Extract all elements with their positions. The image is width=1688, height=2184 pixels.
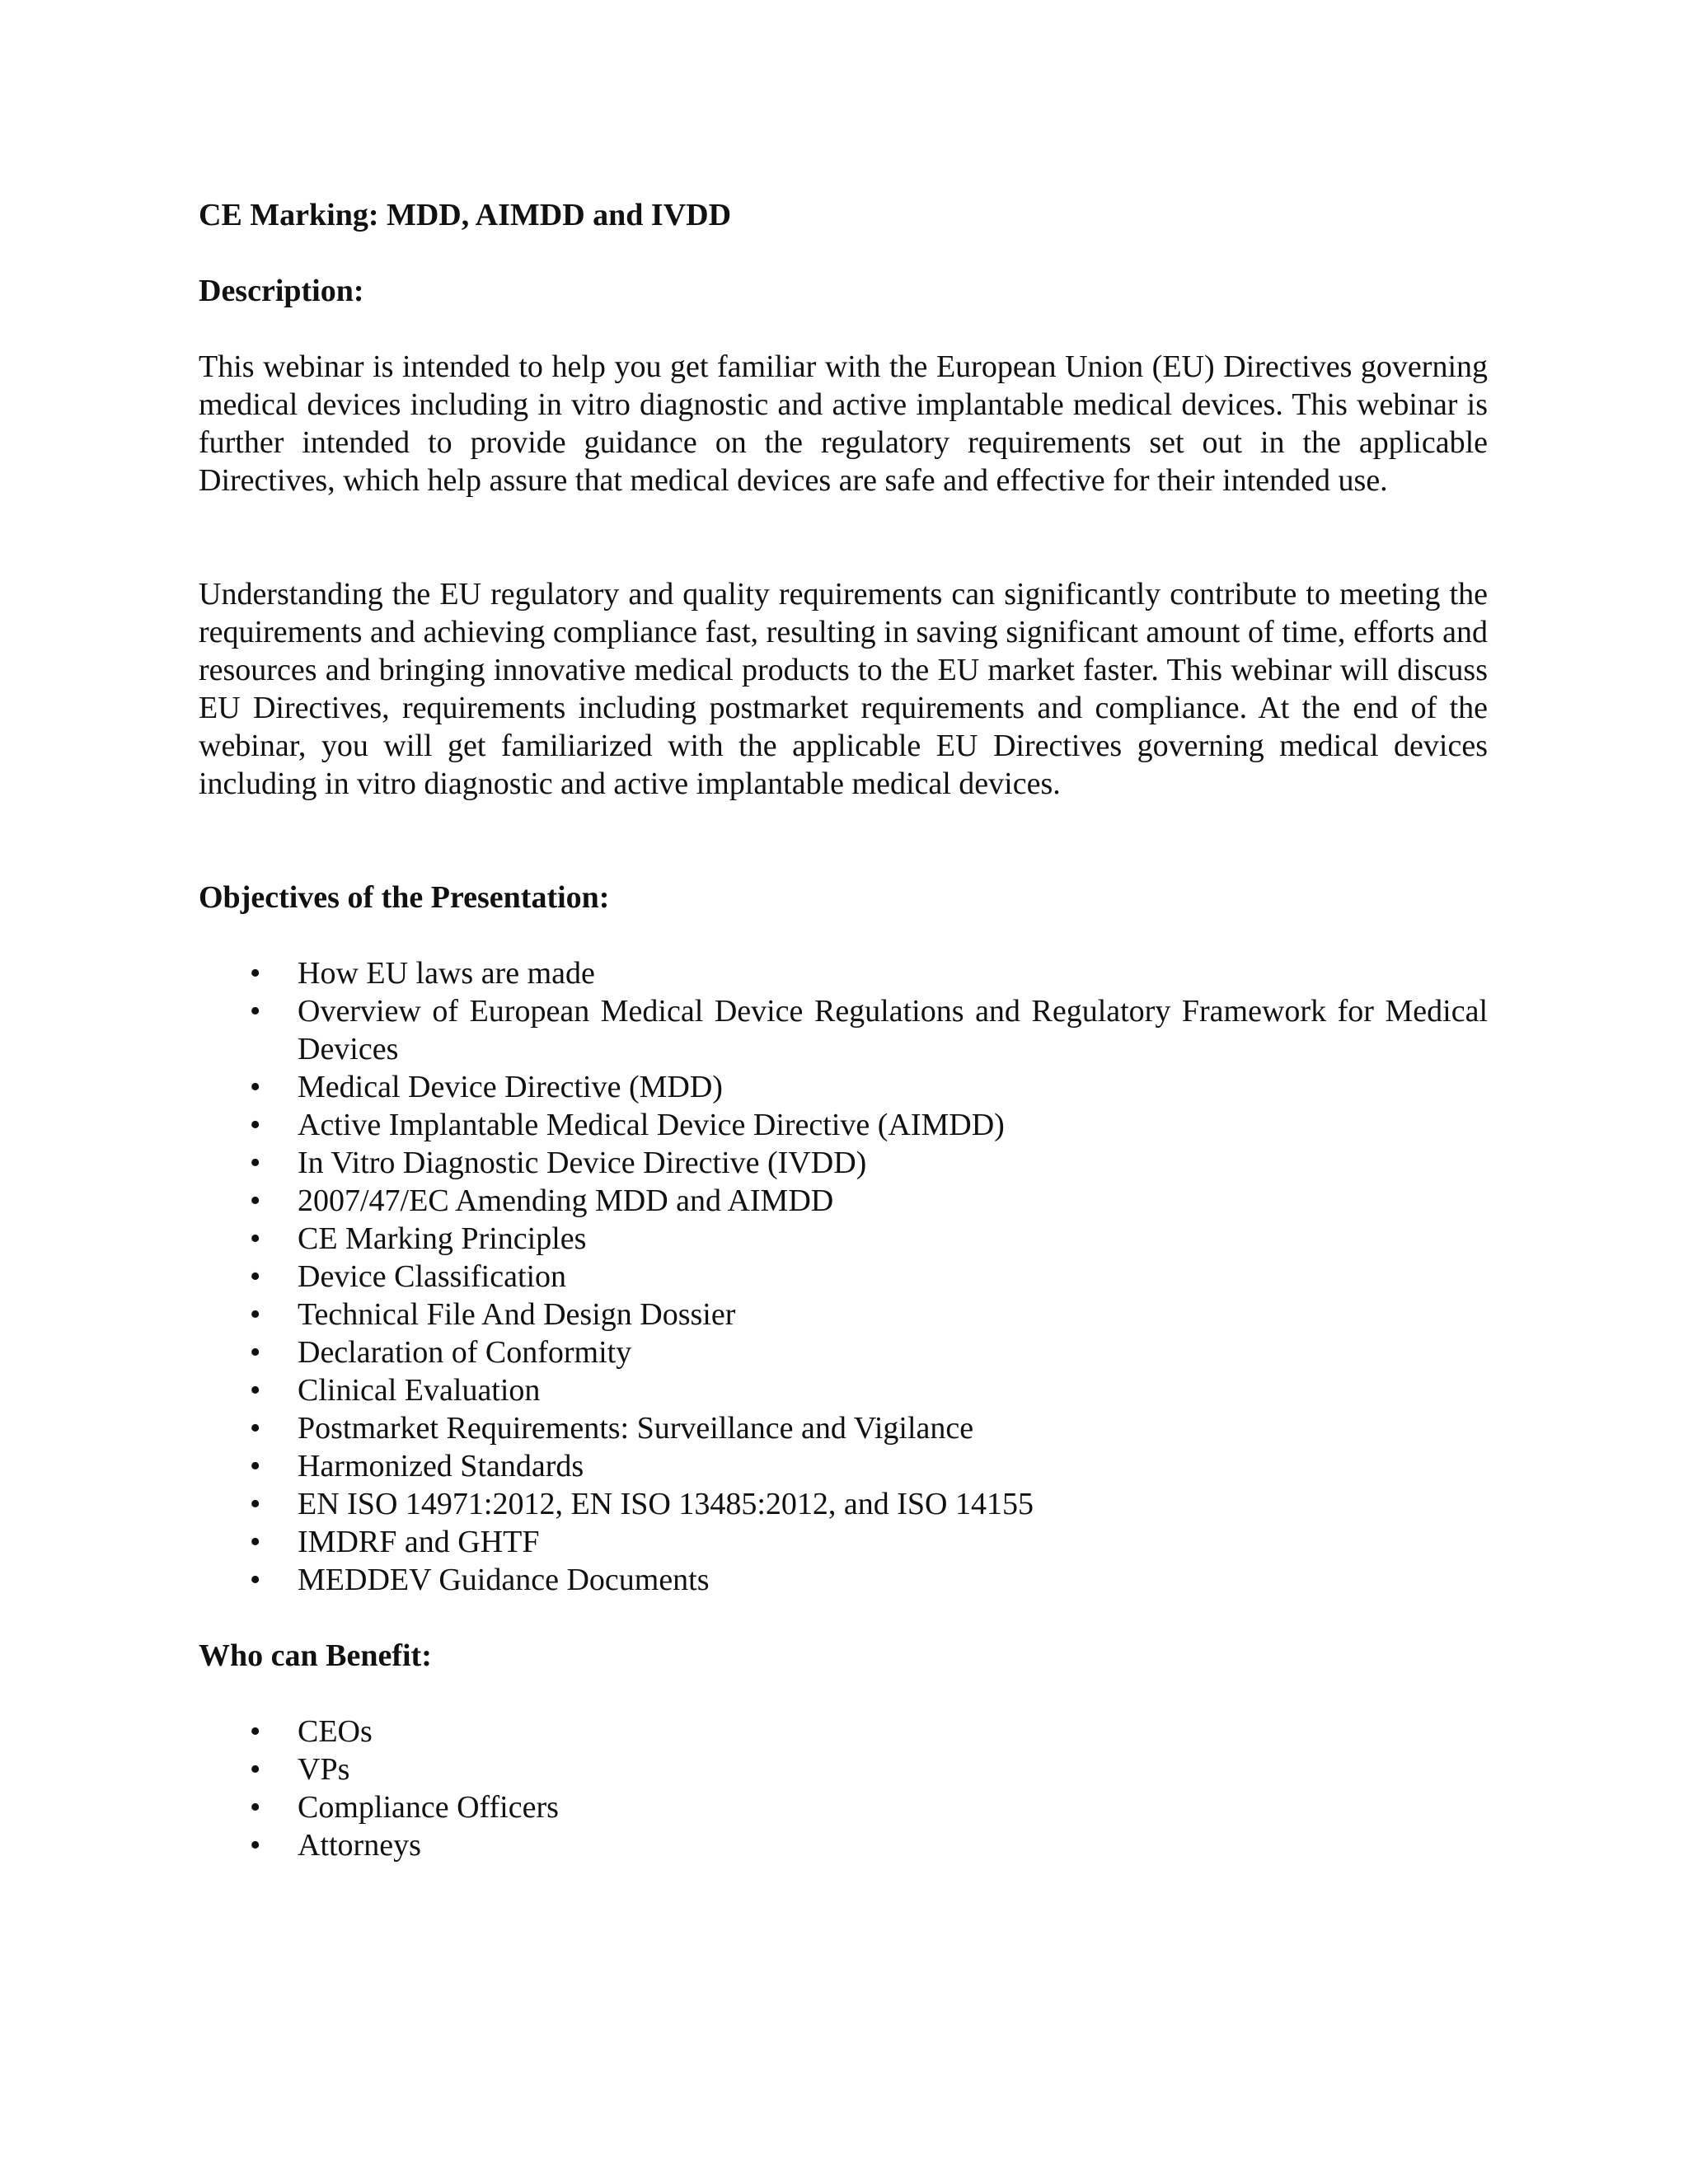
list-item-text: MEDDEV Guidance Documents xyxy=(298,1563,710,1597)
list-item xyxy=(199,1409,1488,1447)
bullet-icon: • xyxy=(250,1828,261,1863)
bullet-icon: • xyxy=(250,1411,261,1446)
list-item-text: CE Marking Principles xyxy=(298,1221,587,1256)
bullet-icon: • xyxy=(250,1108,261,1142)
list-item-text: In Vitro Diagnostic Device Directive (IVDD) xyxy=(298,1146,867,1180)
bullet-icon: • xyxy=(250,1449,261,1483)
bullet-icon: • xyxy=(250,1297,261,1332)
list-item-text: VPs xyxy=(298,1752,350,1787)
list-item xyxy=(199,1788,1488,1826)
bullet-icon: • xyxy=(250,1714,261,1749)
document-title: CE Marking: MDD, AIMDD and IVDD xyxy=(199,198,732,232)
list-item-text: CEOs xyxy=(298,1714,373,1749)
bullet-icon: • xyxy=(250,1335,261,1370)
list-item xyxy=(199,1826,1488,1864)
list-item-text: Harmonized Standards xyxy=(298,1449,584,1483)
beneficiaries-list xyxy=(199,1713,1488,1864)
list-item xyxy=(199,1750,1488,1788)
bullet-icon: • xyxy=(250,956,261,991)
list-item xyxy=(199,1485,1488,1523)
list-item xyxy=(199,1182,1488,1220)
list-item-text: Overview of European Medical Device Regulations and Regulatory Framework for Medical Devices xyxy=(298,994,1488,1066)
list-item xyxy=(199,992,1488,1068)
list-item-text: Compliance Officers xyxy=(298,1790,559,1825)
list-item-text: EN ISO 14971:2012, EN ISO 13485:2012, and ISO 14155 xyxy=(298,1487,1034,1521)
bullet-icon: • xyxy=(250,994,261,1029)
bullet-icon: • xyxy=(250,1146,261,1180)
bullet-icon: • xyxy=(250,1487,261,1521)
list-item xyxy=(199,1106,1488,1144)
bullet-icon: • xyxy=(250,1525,261,1559)
list-item-text: Active Implantable Medical Device Directive (AIMDD) xyxy=(298,1108,1005,1142)
list-item-text: IMDRF and GHTF xyxy=(298,1525,540,1559)
objectives-list xyxy=(199,954,1488,1599)
bullet-icon: • xyxy=(250,1790,261,1825)
list-item xyxy=(199,954,1488,992)
list-item-text: Clinical Evaluation xyxy=(298,1373,541,1408)
list-item xyxy=(199,1713,1488,1750)
description-paragraph-1: This webinar is intended to help you get familiar with the European Union (EU) Directives governing medical devices including in vitro diagnostic and active implantable medical devices. This webinar is further intended to provide guidance on the regulatory requirements set out in the applicable Directives, which help assure that medical devices are safe and effective for their intended use. xyxy=(199,349,1488,498)
list-item xyxy=(199,1447,1488,1485)
bullet-icon: • xyxy=(250,1183,261,1218)
benefit-heading: Who can Benefit: xyxy=(199,1638,432,1673)
list-item xyxy=(199,1144,1488,1182)
description-heading: Description: xyxy=(199,274,364,308)
list-item-text: How EU laws are made xyxy=(298,956,595,991)
list-item-text: Device Classification xyxy=(298,1259,567,1294)
list-item xyxy=(199,1561,1488,1599)
bullet-icon: • xyxy=(250,1070,261,1104)
bullet-icon: • xyxy=(250,1563,261,1597)
list-item xyxy=(199,1258,1488,1296)
list-item xyxy=(199,1068,1488,1106)
bullet-icon: • xyxy=(250,1221,261,1256)
list-item xyxy=(199,1296,1488,1333)
bullet-icon: • xyxy=(250,1752,261,1787)
list-item xyxy=(199,1220,1488,1258)
list-item-text: Technical File And Design Dossier xyxy=(298,1297,736,1332)
list-item-text: 2007/47/EC Amending MDD and AIMDD xyxy=(298,1183,834,1218)
document-page xyxy=(199,196,1488,1864)
list-item-text: Declaration of Conformity xyxy=(298,1335,632,1370)
bullet-icon: • xyxy=(250,1259,261,1294)
list-item-text: Medical Device Directive (MDD) xyxy=(298,1070,723,1104)
objectives-heading: Objectives of the Presentation: xyxy=(199,880,610,915)
description-paragraph-2: Understanding the EU regulatory and quality requirements can significantly contribute to meeting the requirements and achieving compliance fast, resulting in saving significant amount of time, efforts and resources and bringing innovative medical products to the EU market faster. This webinar will discuss EU Directives, requirements including postmarket requirements and compliance. At the end of the webinar, you will get familiarized with the applicable EU Directives governing medical devices including in vitro diagnostic and active implantable medical devices. xyxy=(199,577,1488,801)
list-item-text: Postmarket Requirements: Surveillance and Vigilance xyxy=(298,1411,974,1446)
bullet-icon: • xyxy=(250,1373,261,1408)
list-item xyxy=(199,1333,1488,1371)
list-item xyxy=(199,1523,1488,1561)
list-item-text: Attorneys xyxy=(298,1828,421,1863)
list-item xyxy=(199,1371,1488,1409)
